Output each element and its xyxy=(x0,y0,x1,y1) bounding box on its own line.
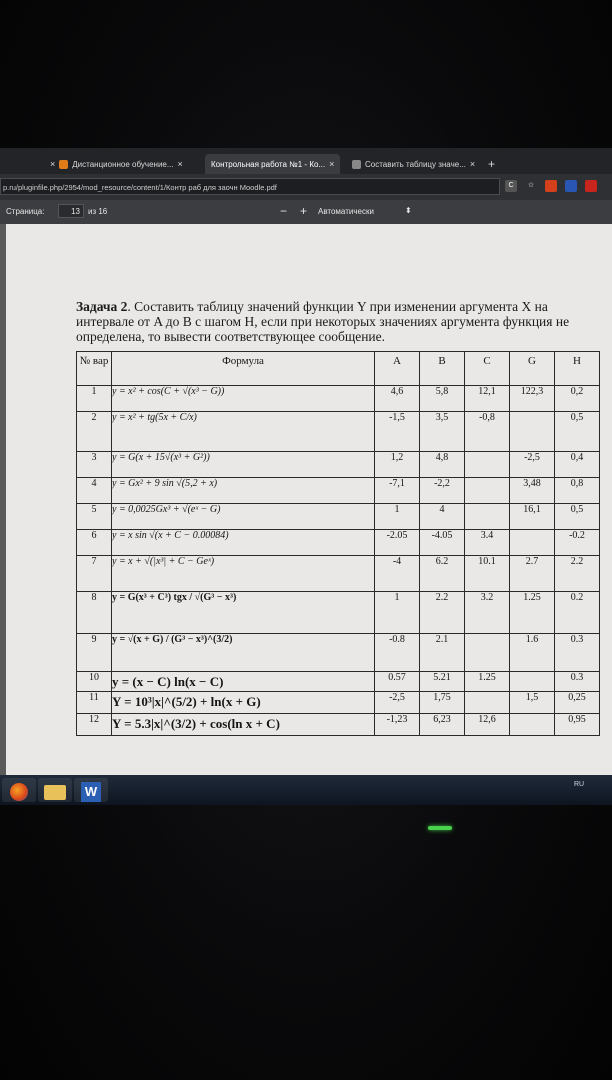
zoom-in-button[interactable]: + xyxy=(300,204,308,218)
close-icon[interactable]: × xyxy=(50,159,56,169)
functions-table xyxy=(76,351,600,736)
new-tab-button[interactable]: + xyxy=(488,157,496,171)
value-g xyxy=(510,714,555,736)
value-b: -2,2 xyxy=(420,478,465,504)
value-h: 0,8 xyxy=(555,478,600,504)
power-led xyxy=(428,826,452,830)
value-c: 12,1 xyxy=(465,386,510,412)
zoom-select[interactable]: Автоматически xyxy=(318,207,374,216)
header-variant: № вар xyxy=(77,352,112,386)
table-row xyxy=(77,530,600,556)
value-b: 5.21 xyxy=(420,672,465,692)
value-c: 3.4 xyxy=(465,530,510,556)
value-g: 1.6 xyxy=(510,634,555,672)
value-g xyxy=(510,530,555,556)
value-b: -4.05 xyxy=(420,530,465,556)
value-a: -7,1 xyxy=(375,478,420,504)
table-row xyxy=(77,692,600,714)
value-h: 0,95 xyxy=(555,714,600,736)
tab-label: Дистанционное обучение... xyxy=(72,159,174,169)
value-h: 0.3 xyxy=(555,672,600,692)
variant-number: 10 xyxy=(77,672,112,692)
formula-cell: y = (x − C) ln(x − C) xyxy=(112,672,375,692)
zoom-out-button[interactable]: − xyxy=(280,204,288,218)
variant-number: 1 xyxy=(77,386,112,412)
header-g: G xyxy=(510,352,555,386)
table-header-row xyxy=(77,352,600,386)
value-a: -0.8 xyxy=(375,634,420,672)
table-row xyxy=(77,412,600,452)
folder-icon xyxy=(44,785,66,800)
star-icon[interactable]: ☆ xyxy=(527,182,535,189)
value-h: 2.2 xyxy=(555,556,600,592)
variant-number: 5 xyxy=(77,504,112,530)
value-a: 0.57 xyxy=(375,672,420,692)
value-a: -1,23 xyxy=(375,714,420,736)
formula-cell: y = G(x + 15√(x³ + G²)) xyxy=(112,452,375,478)
value-c xyxy=(465,478,510,504)
adblock-icon[interactable] xyxy=(585,180,597,192)
chevron-updown-icon: ⬍ xyxy=(405,206,412,215)
page-icon xyxy=(352,160,361,169)
value-h: 0.2 xyxy=(555,592,600,634)
value-b: 4,8 xyxy=(420,452,465,478)
close-icon[interactable]: × xyxy=(469,159,476,169)
value-b: 6,23 xyxy=(420,714,465,736)
table-row xyxy=(77,556,600,592)
value-g: 16,1 xyxy=(510,504,555,530)
value-h: -0.2 xyxy=(555,530,600,556)
variant-number: 9 xyxy=(77,634,112,672)
pdf-page xyxy=(6,224,612,780)
windows-taskbar xyxy=(0,775,612,805)
formula-cell: y = G(x³ + C³) tgx / √(G³ − x³) xyxy=(112,592,375,634)
formula-cell: y = 0,0025Gx³ + √(eˣ − G) xyxy=(112,504,375,530)
value-b: 3,5 xyxy=(420,412,465,452)
value-h: 0,25 xyxy=(555,692,600,714)
tab-control-work[interactable] xyxy=(205,154,340,174)
value-c: -0,8 xyxy=(465,412,510,452)
address-bar-row xyxy=(0,174,612,200)
vk-icon[interactable] xyxy=(565,180,577,192)
tab-label: Контрольная работа №1 - Ко... xyxy=(211,159,326,169)
toolbar-icons xyxy=(505,180,597,192)
value-b: 2.1 xyxy=(420,634,465,672)
formula-cell: Y = 5.3|x|^(3/2) + cos(ln x + C) xyxy=(112,714,375,736)
value-a: 1,2 xyxy=(375,452,420,478)
page-number-input[interactable]: 13 xyxy=(58,204,84,218)
table-row xyxy=(77,634,600,672)
firefox-icon xyxy=(10,783,28,801)
variant-number: 4 xyxy=(77,478,112,504)
extension-icon[interactable] xyxy=(545,180,557,192)
browser-tab-strip xyxy=(0,148,612,174)
value-g: 122,3 xyxy=(510,386,555,412)
pdf-toolbar xyxy=(0,200,612,224)
value-b: 1,75 xyxy=(420,692,465,714)
value-a: 1 xyxy=(375,504,420,530)
value-a: -2,5 xyxy=(375,692,420,714)
value-a: -4 xyxy=(375,556,420,592)
value-c xyxy=(465,452,510,478)
close-icon[interactable]: × xyxy=(329,159,335,169)
variant-number: 2 xyxy=(77,412,112,452)
variant-number: 8 xyxy=(77,592,112,634)
table-row xyxy=(77,504,600,530)
value-h: 0.3 xyxy=(555,634,600,672)
value-a: 4,6 xyxy=(375,386,420,412)
task-title: Задача 2 xyxy=(76,299,128,314)
formula-cell: y = Gx² + 9 sin √(5,2 + x) xyxy=(112,478,375,504)
header-a: A xyxy=(375,352,420,386)
value-h: 0,4 xyxy=(555,452,600,478)
value-c xyxy=(465,504,510,530)
value-g: -2,5 xyxy=(510,452,555,478)
table-row xyxy=(77,714,600,736)
value-c: 3.2 xyxy=(465,592,510,634)
table-row xyxy=(77,478,600,504)
value-a: 1 xyxy=(375,592,420,634)
tab-label: Составить таблицу значе... xyxy=(365,159,466,169)
page-label: Страница: xyxy=(6,207,45,216)
explorer-taskbar-button[interactable] xyxy=(38,778,72,802)
value-b: 5,8 xyxy=(420,386,465,412)
close-icon[interactable]: × xyxy=(177,159,183,169)
formula-cell: y = √(x + G) / (G³ − x³)^(3/2) xyxy=(112,634,375,672)
tab-distance-learning[interactable] xyxy=(50,154,183,174)
variant-number: 6 xyxy=(77,530,112,556)
value-c xyxy=(465,634,510,672)
header-formula: Формула xyxy=(112,352,375,386)
word-icon: W xyxy=(81,782,101,802)
table-row xyxy=(77,386,600,412)
variant-number: 7 xyxy=(77,556,112,592)
word-taskbar-button[interactable] xyxy=(74,778,108,802)
value-g: 3,48 xyxy=(510,478,555,504)
page-count: из 16 xyxy=(88,207,108,216)
header-h: H xyxy=(555,352,600,386)
tab-make-table[interactable] xyxy=(352,154,475,174)
value-b: 4 xyxy=(420,504,465,530)
variant-number: 11 xyxy=(77,692,112,714)
table-row xyxy=(77,672,600,692)
moodle-icon xyxy=(59,160,68,169)
value-b: 2.2 xyxy=(420,592,465,634)
variant-number: 12 xyxy=(77,714,112,736)
value-g: 2.7 xyxy=(510,556,555,592)
value-g xyxy=(510,412,555,452)
firefox-taskbar-button[interactable] xyxy=(2,778,36,802)
formula-cell: y = x + √(|x³| + C − Geˣ) xyxy=(112,556,375,592)
value-c: 10.1 xyxy=(465,556,510,592)
table-row xyxy=(77,592,600,634)
task-text: . Составить таблицу значений функции Y при изменении аргумента X на интервале от A до B с шагом H, если при некоторых значениях аргумента функция не определена, то вывести соответствующее сообщение. xyxy=(76,299,570,344)
task-statement xyxy=(76,299,606,344)
value-c xyxy=(465,692,510,714)
value-g: 1,5 xyxy=(510,692,555,714)
table-row xyxy=(77,452,600,478)
value-h: 0,5 xyxy=(555,412,600,452)
value-a: -2.05 xyxy=(375,530,420,556)
formula-cell: Y = 10³|x|^(5/2) + ln(x + G) xyxy=(112,692,375,714)
reload-icon[interactable]: C xyxy=(505,180,517,192)
value-g xyxy=(510,672,555,692)
formula-cell: y = x² + cos(C + √(x³ − G)) xyxy=(112,386,375,412)
formula-cell: y = x sin √(x + C − 0.00084) xyxy=(112,530,375,556)
value-a: -1,5 xyxy=(375,412,420,452)
value-h: 0,5 xyxy=(555,504,600,530)
value-g: 1.25 xyxy=(510,592,555,634)
formula-cell: y = x² + tg(5x + C/x) xyxy=(112,412,375,452)
url-input[interactable]: p.ru/pluginfile.php/2954/mod_resource/content/1/Контр раб для заочн Moodle.pdf xyxy=(0,178,500,195)
language-indicator[interactable]: RU xyxy=(574,781,585,788)
variant-number: 3 xyxy=(77,452,112,478)
value-b: 6.2 xyxy=(420,556,465,592)
value-c: 1.25 xyxy=(465,672,510,692)
header-b: B xyxy=(420,352,465,386)
value-c: 12,6 xyxy=(465,714,510,736)
value-h: 0,2 xyxy=(555,386,600,412)
header-c: C xyxy=(465,352,510,386)
pdf-viewer[interactable] xyxy=(0,224,612,780)
